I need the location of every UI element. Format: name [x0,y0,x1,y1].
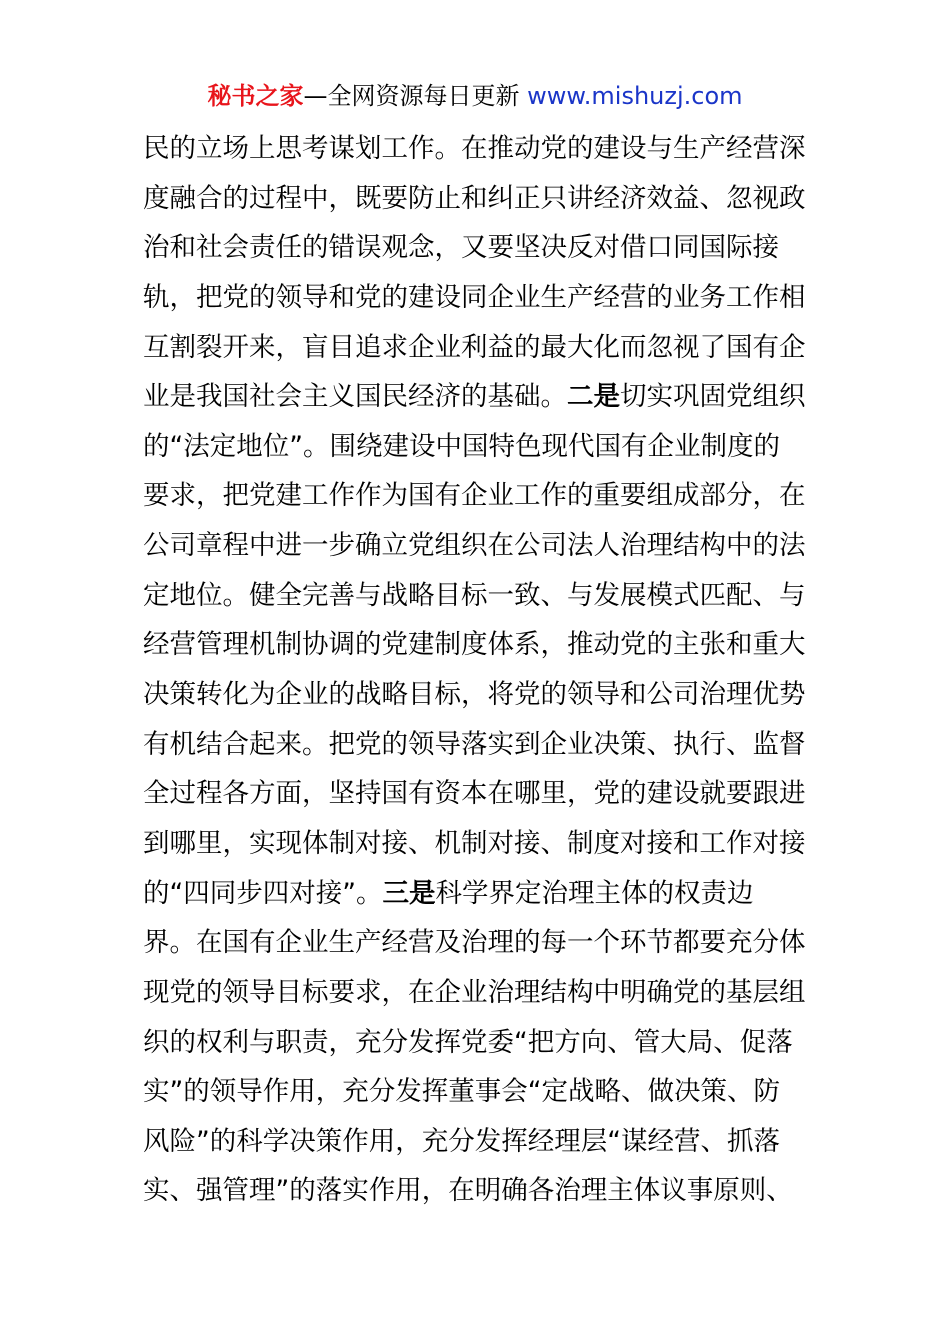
text-segment: 的“法定地位”。围绕建设中国特色现代国有企业制度的 [143,430,780,462]
text-segment: 实、强管理”的落实作用，在明确各治理主体议事原则、 [143,1175,793,1207]
text-line [143,223,813,273]
text-segment: 轨，把党的领导和党的建设同企业生产经营的业务工作相 [143,281,806,313]
document-body [143,124,813,1216]
text-segment: 科学界定治理主体的权责边 [435,877,754,909]
text-line [143,571,813,621]
text-line [143,323,813,373]
bold-text-segment: 三是 [382,877,436,909]
text-segment: 定地位。健全完善与战略目标一致、与发展模式匹配、与 [143,579,806,611]
text-line [143,918,813,968]
text-line [143,769,813,819]
text-line [143,869,813,919]
text-line [143,1018,813,1068]
bold-text-segment: 二是 [567,381,620,413]
text-segment: 的“四同步四对接”。 [143,877,383,909]
text-segment: 决策转化为企业的战略目标，将党的领导和公司治理优势 [143,679,806,711]
text-segment: 治和社会责任的错误观念，又要坚决反对借口同国际接 [143,232,779,264]
text-line [143,670,813,720]
header-tagline: —全网资源每日更新 [303,82,520,110]
text-line [143,720,813,770]
text-segment: 到哪里，实现体制对接、机制对接、制度对接和工作对接 [143,827,806,859]
text-line [143,1166,813,1216]
text-line [143,273,813,323]
text-segment: 全过程各方面，坚持国有资本在哪里，党的建设就要跟进 [143,778,806,810]
text-segment: 互割裂开来，盲目追求企业利益的最大化而忽视了国有企 [143,331,806,363]
text-segment: 度融合的过程中，既要防止和纠正只讲经济效益、忽视政 [143,182,806,214]
text-segment: 现党的领导目标要求，在企业治理结构中明确党的基层组 [143,976,806,1008]
text-segment: 要求，把党建工作作为国有企业工作的重要组成部分，在 [143,480,806,512]
brand-name: 秘书之家 [207,82,304,110]
text-segment: 切实巩固党组织 [620,381,806,413]
text-segment: 风险”的科学决策作用，充分发挥经理层“谋经营、抓落 [143,1125,780,1157]
text-segment: 经营管理机制协调的党建制度体系，推动党的主张和重大 [143,629,806,661]
text-line [143,1117,813,1167]
text-segment: 业是我国社会主义国民经济的基础。 [143,381,567,413]
text-line [143,521,813,571]
text-line [143,620,813,670]
text-line [143,422,813,472]
text-line [143,372,813,422]
text-line [143,471,813,521]
site-url-link[interactable]: www.mishuzj.com [527,82,743,110]
text-segment: 民的立场上思考谋划工作。在推动党的建设与生产经营深 [143,133,806,164]
text-line [143,1067,813,1117]
text-line [143,124,813,174]
text-segment: 织的权利与职责，充分发挥党委“把方向、管大局、促落 [143,1026,793,1058]
page-header [0,80,950,112]
text-segment: 公司章程中进一步确立党组织在公司法人治理结构中的法 [143,530,806,562]
text-segment: 界。在国有企业生产经营及治理的每一个环节都要充分体 [143,927,806,959]
text-segment: 实”的领导作用，充分发挥董事会“定战略、做决策、防 [143,1076,780,1108]
text-line [143,968,813,1018]
text-line [143,174,813,224]
text-segment: 有机结合起来。把党的领导落实到企业决策、执行、监督 [143,728,806,760]
text-line [143,819,813,869]
